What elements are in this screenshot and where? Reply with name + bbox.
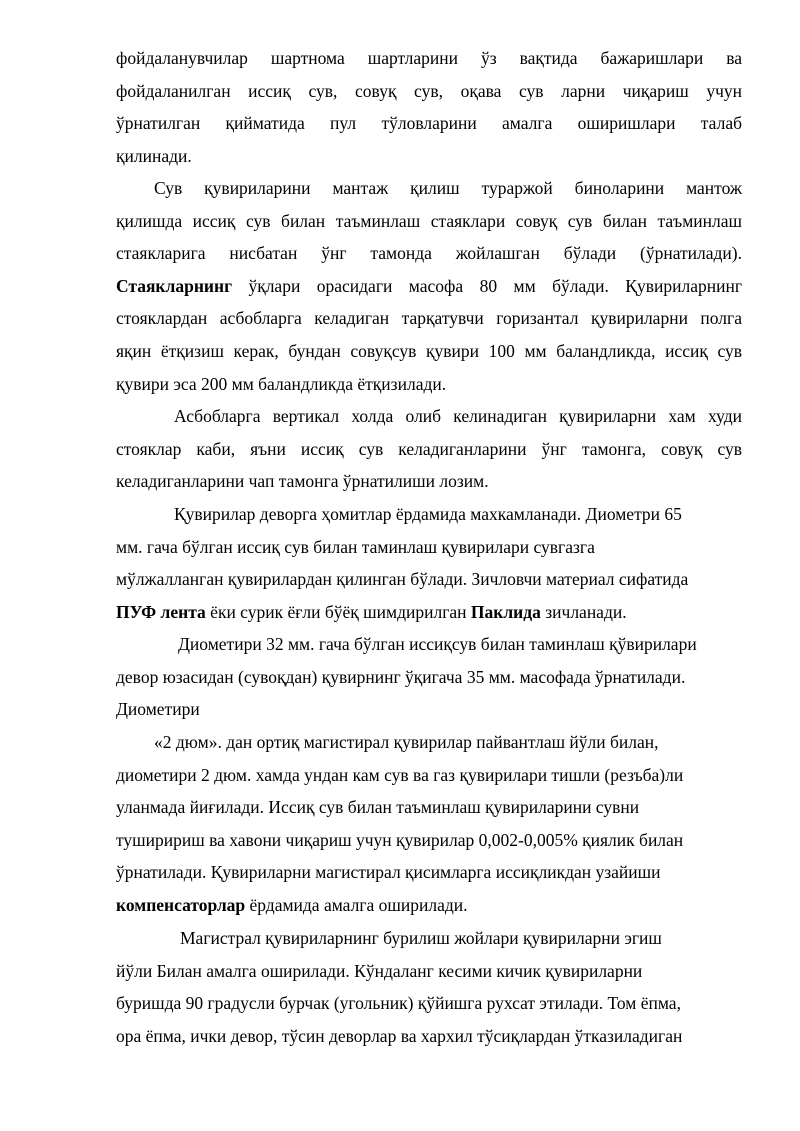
paragraph-pipe-distance <box>116 628 742 726</box>
text-line: стаякларига нисбатан ўнг тамонда жойлашган бўлади (ўрнатилади). <box>116 243 742 264</box>
text-line: мўлжалланган қувирилардан қилинган бўлади. Зичловчи материал сифатида <box>116 569 689 590</box>
text-line <box>116 596 742 629</box>
text-segment: ўқлари орасидаги масофа 80 мм бўлади. Қувириларнинг <box>232 275 742 296</box>
text-line: келадиганларини чап тамонга ўрнатилиши лозим. <box>116 471 489 492</box>
text-line: уланмада йиғилади. Иссиқ сув билан таъминлаш қувириларини сувни <box>116 797 640 818</box>
text-segment: ёки сурик ёғли бўёқ шимдирилган <box>205 601 471 622</box>
text-line: Диометири <box>116 699 200 720</box>
text-line: қилишда иссиқ сув билан таъминлаш стаяклари совуқ сув билан таъминлаш <box>116 210 742 231</box>
text-line: «2 дюм». дан ортиқ магистирал қувирилар пайвантлаш йўли билан, <box>154 732 659 752</box>
text-line: ўрнатилган қийматида пул тўловларини амалга оширишлари талаб <box>116 113 742 134</box>
text-line: фойдаланувчилар шартнома шартларини ўз вақтида бажаришлари ва <box>116 48 742 68</box>
text-line: қувири эса 200 мм баландликда ётқизилади. <box>116 373 447 394</box>
bold-term: Паклида <box>470 601 541 622</box>
text-segment: ёрдамида амалга оширилади. <box>245 894 468 915</box>
text-segment: зичланади. <box>540 601 627 622</box>
text-line: йўли Билан амалга оширилади. Кўндаланг кесими кичик қувириларни <box>116 960 643 981</box>
bold-term: Стаякларнинг <box>116 275 233 296</box>
paragraph-pipe-fastening <box>116 498 742 628</box>
paragraph-pipe-bends <box>116 922 742 1052</box>
text-line: диометири 2 дюм. хамда ундан кам сув ва газ қувирилари тишли (резъба)ли <box>116 764 684 785</box>
text-line: мм. гача бўлган иссиқ сув билан таминлаш қувирилари сувгазга <box>116 536 595 557</box>
paragraph-main-pipes <box>116 726 742 922</box>
bold-term: компенсаторлар <box>116 894 246 915</box>
paragraph-pipe-risers <box>116 172 742 400</box>
text-line: Магистрал қувириларнинг бурилиш жойлари қувириларни эгиш <box>180 928 662 948</box>
text-line: буришда 90 градусли бурчак (угольник) қўйишга рухсат этилади. Том ёпма, <box>116 993 681 1014</box>
text-line: фойдаланилган иссиқ сув, совуқ сув, оқава сув ларни чиқариш учун <box>116 80 742 101</box>
text-line: Диометири 32 мм. гача бўлган иссиқсув билан таминлаш қўвирилари <box>178 634 697 654</box>
text-line: Сув қувириларини мантаж қилиш тураржой биноларини мантож <box>154 178 742 198</box>
text-line: яқин ётқизиш керак, бундан совуқсув қувири 100 мм баландликда, иссиқ сув <box>116 340 742 361</box>
paragraph-vertical-pipes <box>116 400 742 498</box>
text-line: қилинади. <box>116 145 192 166</box>
text-line <box>116 270 742 303</box>
text-line: ора ёпма, ички девор, тўсин деворлар ва хархил тўсиқлардан ўтказиладиган <box>116 1025 683 1046</box>
text-line: стояклардан асбобларга келадиган тарқатувчи горизантал қувириларни полга <box>116 308 742 329</box>
text-line: девор юзасидан (сувоқдан) қувирнинг ўқигача 35 мм. масофада ўрнатилади. <box>116 666 686 687</box>
text-line: Асбобларга вертикал холда олиб келинадиган қувириларни хам худи <box>174 406 742 426</box>
bold-term: ПУФ лента <box>116 601 206 622</box>
text-line: Қувирилар деворга ҳомитлар ёрдамида махкамланади. Диометри 65 <box>174 504 682 524</box>
text-line: ўрнатилади. Қувириларни магистирал қисимларга иссиқликдан узайиши <box>116 862 661 883</box>
text-line: туширириш ва хавони чиқариш учун қувирилар 0,002-0,005% қиялик билан <box>116 829 684 850</box>
paragraph-contract-obligations <box>116 42 742 172</box>
text-line <box>116 889 742 922</box>
text-line: стояклар каби, яъни иссиқ сув келадиганларини ўнг тамонга, совуқ сув <box>116 438 742 459</box>
